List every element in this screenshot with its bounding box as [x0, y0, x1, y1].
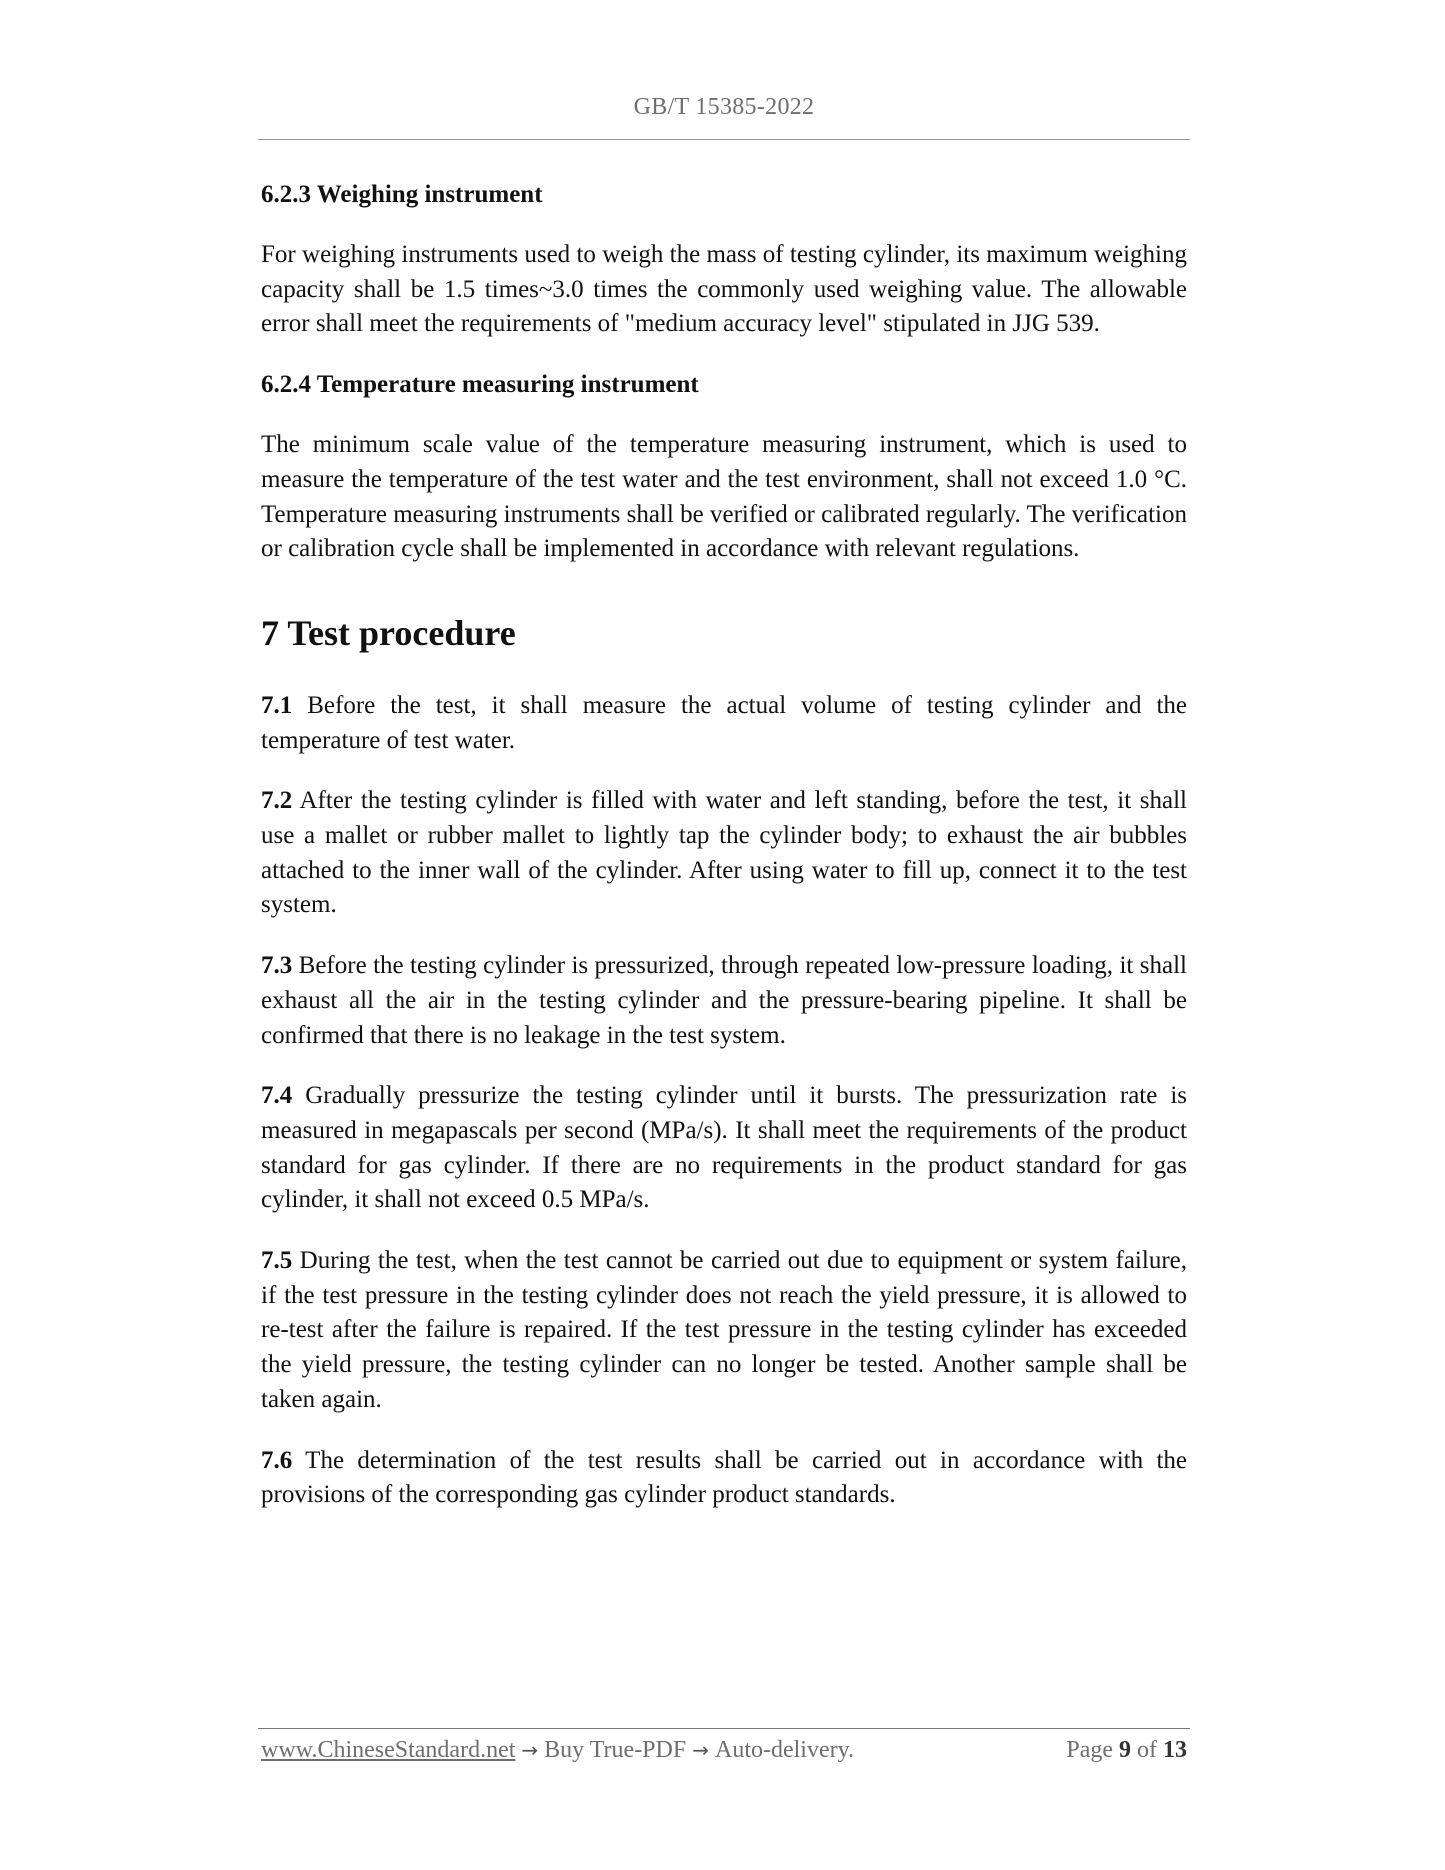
clause-7-3 [261, 949, 1187, 1053]
page-current: 9 [1119, 1737, 1131, 1763]
clause-text: Before the test, it shall measure the actual volume of testing cylinder and the temperature of test water. [261, 691, 1187, 754]
clause-text: The determination of the test results shall be carried out in accordance with the provisions of the corresponding gas cylinder product standards. [261, 1446, 1187, 1509]
arrow-right-icon: → [692, 1738, 709, 1762]
heading-6-2-3: 6.2.3 Weighing instrument [261, 181, 543, 208]
clause-text: Before the testing cylinder is pressurized, through repeated low-pressure loading, it shall exhaust all the air in the testing cylinder and the pressure-bearing pipeline. It shall be confirmed that there is no leakage in the test system. [261, 952, 1187, 1049]
page-header-standard-id: GB/T 15385-2022 [633, 94, 815, 120]
clause-text: After the testing cylinder is filled with water and left standing, before the test, it shall use a mallet or rubber mallet to lightly tap the cylinder body; to exhaust the air bubbles attached to the inner wall of the cylinder. After using water to fill up, connect it to the test system. [261, 787, 1187, 919]
arrow-right-icon: → [521, 1738, 539, 1762]
site-link[interactable]: www.ChineseStandard.net [261, 1737, 516, 1763]
footer-promo [261, 1733, 854, 1767]
buy-pdf-text: Buy True-PDF [544, 1737, 687, 1763]
clause-number: 7.4 [261, 1082, 293, 1110]
clause-text: During the test, when the test cannot be carried out due to equipment or system failure, if the test pressure in the testing cylinder does not reach the yield pressure, it is allowed to re-test after the failure is repaired. If the test pressure in the testing cylinder has exceeded the yield pressure, the testing cylinder can no longer be tested. Another sample shall be taken again. [261, 1247, 1187, 1413]
clause-7-4 [261, 1079, 1187, 1218]
auto-delivery-text: Auto-delivery. [714, 1737, 855, 1763]
clause-7-6 [261, 1444, 1187, 1513]
header-divider [258, 139, 1190, 140]
paragraph-6-2-4: The minimum scale value of the temperature measuring instrument, which is used to measure the temperature of the test water and the test environment, shall not exceed 1.0 °C. Temperature measuring instruments shall be verified or calibrated regularly. The verification or calibration cycle shall be implemented in accordance with relevant regulations. [261, 431, 1187, 563]
of-label: of [1137, 1737, 1157, 1763]
document-body [261, 178, 1187, 1539]
clause-7-1 [261, 689, 1187, 758]
clause-number: 7.6 [261, 1446, 293, 1474]
clause-text: Gradually pressurize the testing cylinder until it bursts. The pressurization rate is measured in megapascals per second (MPa/s). It shall meet the requirements of the product standard for gas cylinder. If there are no requirements in the product standard for gas cylinder, it shall not exceed 0.5 MPa/s. [261, 1082, 1187, 1214]
page-total: 13 [1163, 1737, 1187, 1763]
clause-number: 7.3 [261, 952, 293, 980]
heading-6-2-4: 6.2.4 Temperature measuring instrument [261, 371, 699, 399]
clause-number: 7.1 [261, 691, 293, 719]
page-indicator [1066, 1733, 1187, 1767]
section-title-7: 7 Test procedure [261, 612, 516, 653]
paragraph-6-2-3: For weighing instruments used to weigh the mass of testing cylinder, its maximum weighing capacity shall be 1.5 times~3.0 times the commonly used weighing value. The allowable error shall meet the requirements of "medium accuracy level" stipulated in JJG 539. [261, 241, 1187, 338]
clause-7-5 [261, 1244, 1187, 1418]
page-label: Page [1066, 1737, 1113, 1763]
clause-number: 7.5 [261, 1247, 293, 1275]
footer-divider [258, 1728, 1190, 1729]
clause-number: 7.2 [261, 787, 293, 815]
clause-7-2 [261, 784, 1187, 923]
